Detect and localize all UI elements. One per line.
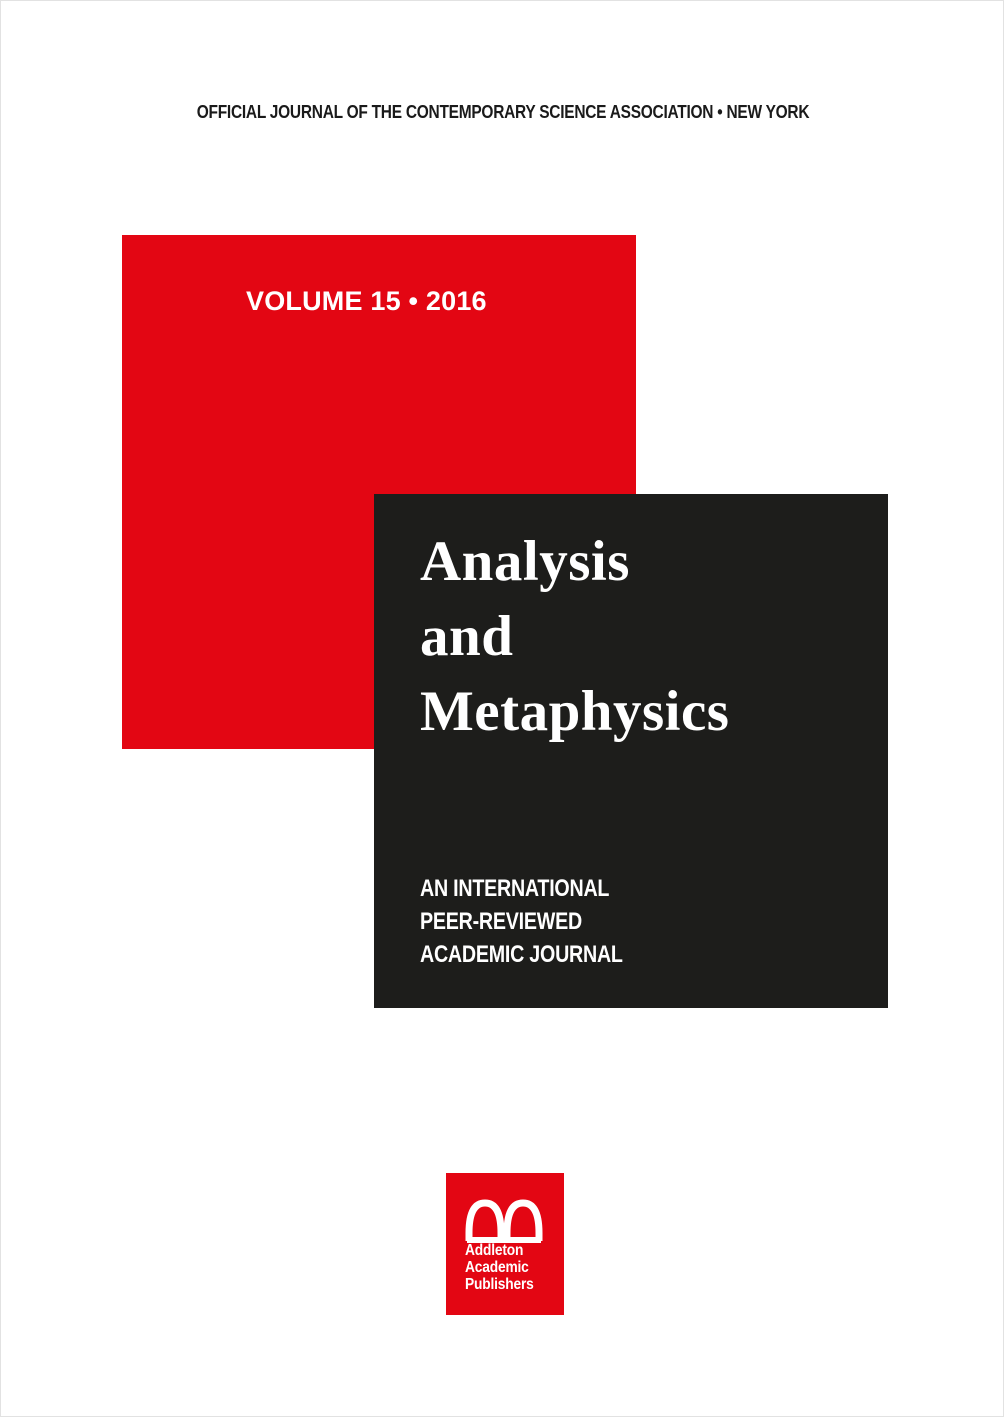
tagline-line-3: ACADEMIC JOURNAL — [420, 941, 623, 968]
addleton-aa-logo-icon — [465, 1193, 543, 1245]
affiliation-line: OFFICIAL JOURNAL OF THE CONTEMPORARY SCIENCE ASSOCIATION • NEW YORK — [196, 102, 810, 122]
journal-title — [420, 524, 729, 749]
publisher-name-line-3: Publishers — [465, 1276, 534, 1293]
title-line-2: and — [420, 605, 514, 668]
publisher-logo — [446, 1173, 564, 1315]
publisher-name-line-1: Addleton — [465, 1242, 524, 1259]
publisher-name — [465, 1242, 534, 1293]
volume-label: VOLUME 15 • 2016 — [246, 286, 487, 316]
tagline-line-2: PEER-REVIEWED — [420, 908, 582, 935]
dark-block — [374, 494, 888, 1008]
publisher-name-line-2: Academic — [465, 1259, 529, 1276]
tagline-line-1: AN INTERNATIONAL — [420, 875, 610, 902]
title-line-3: Metaphysics — [420, 680, 730, 743]
title-line-1: Analysis — [420, 530, 630, 593]
journal-tagline — [420, 872, 623, 971]
